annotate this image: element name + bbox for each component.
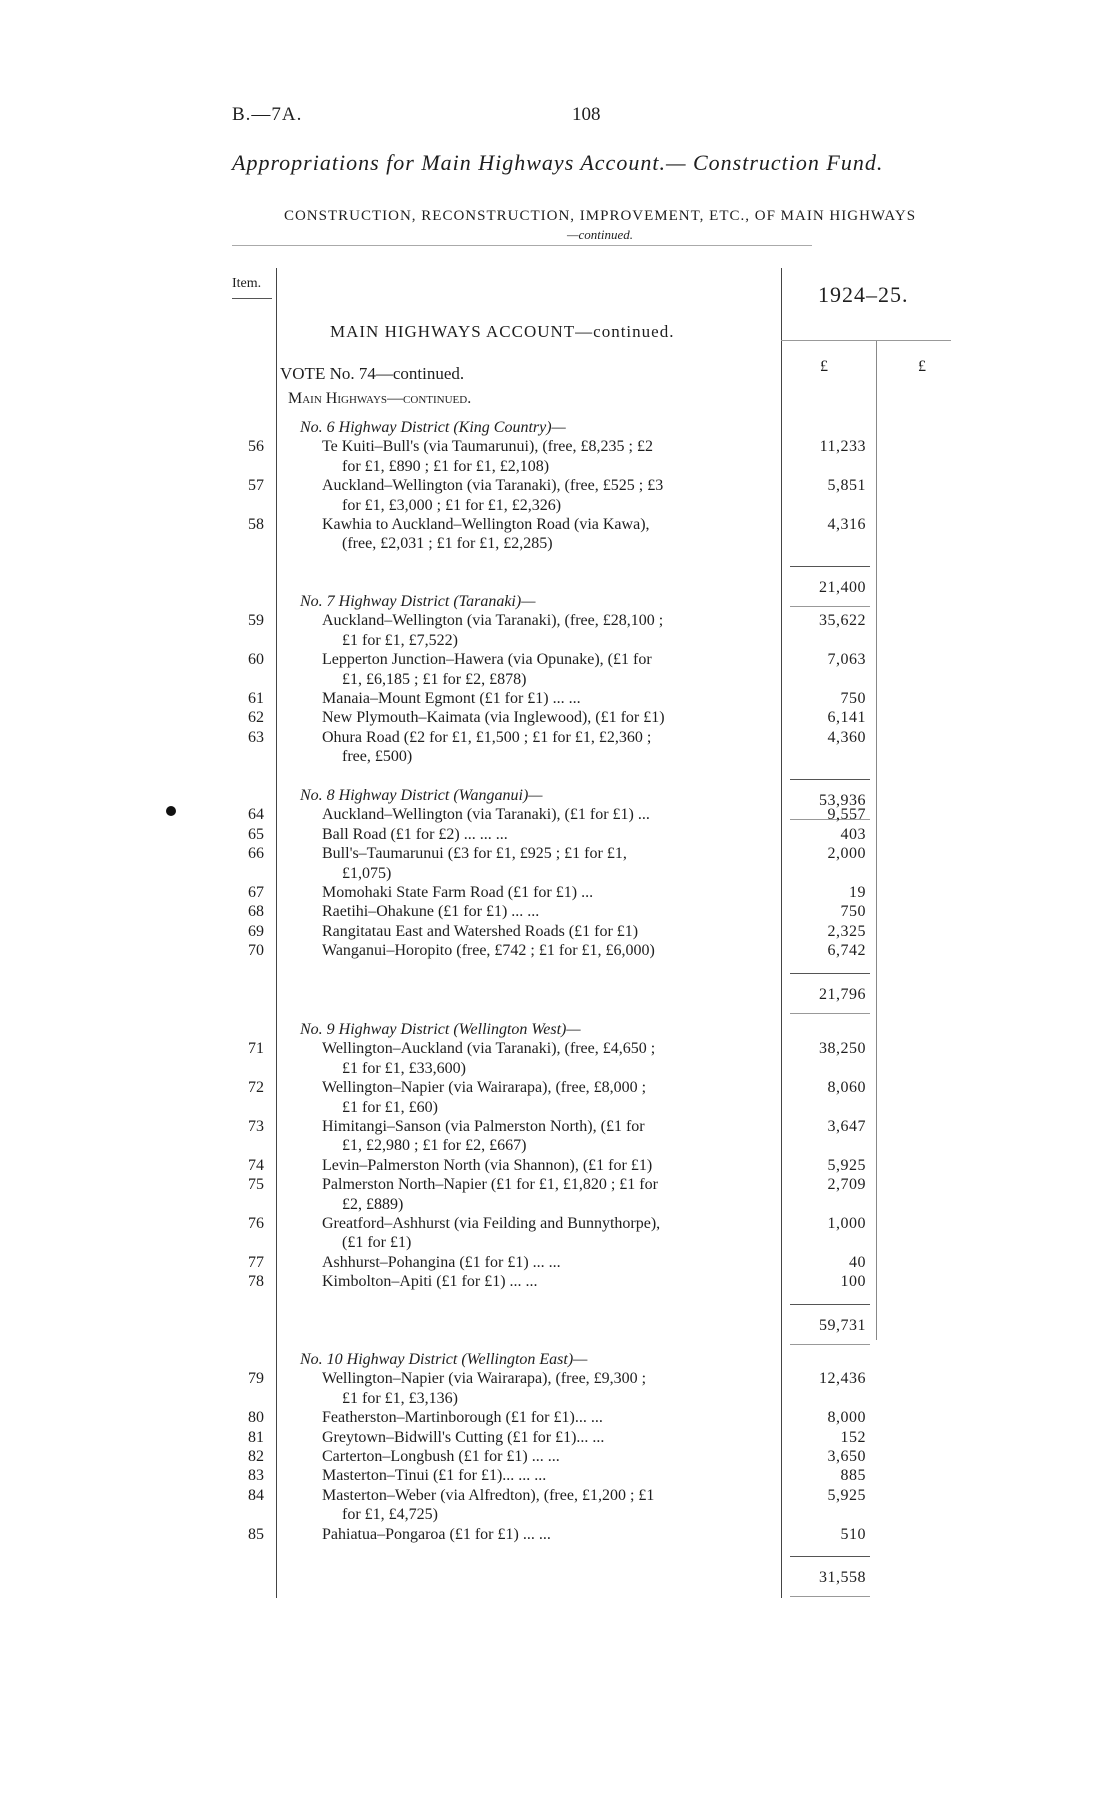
district-heading: No. 7 Highway District (Taranaki)— [300,593,536,610]
total-rule [790,1344,870,1345]
item-number: 74 [248,1156,264,1174]
item-number: 70 [248,942,264,960]
item-amount: 100 [840,1273,866,1291]
item-description: for £1, £890 ; £1 for £1, £2,108) [342,457,550,475]
item-description: Wanganui–Horopito (free, £742 ; £1 for £1, £6,000) [322,942,655,960]
item-number: 82 [248,1448,264,1465]
item-amount: 38,250 [819,1040,866,1058]
item-description: Featherston–Martinborough (£1 for £1)... ... [322,1409,603,1427]
pound-symbol-total: £ [918,358,926,375]
item-description: Raetihi–Ohakune (£1 for £1) ... ... [322,903,540,921]
year-column-header: 1924–25. [818,282,909,307]
item-amount: 35,622 [819,612,866,630]
item-number: 69 [248,922,264,940]
district-total: 59,731 [819,1316,866,1334]
item-number: 65 [248,825,264,843]
item-description: Kawhia to Auckland–Wellington Road (via Kawa), [322,516,650,533]
item-description: Wellington–Napier (via Wairarapa), (free, £9,300 ; [322,1370,647,1388]
item-description: Bull's–Taumarunui (£3 for £1, £925 ; £1 for £1, [322,845,627,863]
item-description: Auckland–Wellington (via Taranaki), (£1 for £1) ... [322,806,650,824]
item-amount: 11,233 [819,438,866,456]
item-amount: 4,316 [827,516,866,533]
item-amount: 19 [849,884,866,901]
item-amount: 510 [840,1525,866,1543]
page-number: 108 [572,104,601,125]
item-description: £1,075) [342,864,392,882]
item-description: Pahiatua–Pongaroa (£1 for £1) ... ... [322,1525,551,1543]
item-description: New Plymouth–Kaimata (via Inglewood), (£1 for £1) [322,709,665,727]
district-total: 21,400 [819,578,866,596]
item-amount: 5,925 [827,1486,866,1504]
item-number: 83 [248,1467,264,1485]
total-rule [790,1013,870,1014]
main-highways-heading: Main Highways—continued. [288,390,472,407]
item-amount: 6,742 [827,942,866,960]
item-description: Greatford–Ashhurst (via Feilding and Bunnythorpe), [322,1215,661,1232]
item-number: 78 [248,1273,264,1291]
item-description: Greytown–Bidwill's Cutting (£1 for £1)... ... [322,1428,605,1446]
item-description: Manaia–Mount Egmont (£1 for £1) ... ... [322,690,581,707]
item-number: 63 [248,728,264,746]
item-amount: 2,000 [827,845,866,863]
item-amount: 12,436 [819,1370,866,1388]
pound-symbol-amount: £ [820,358,828,375]
account-heading: MAIN HIGHWAYS ACCOUNT—continued. [330,322,675,341]
item-amount: 885 [840,1467,866,1485]
item-number: 60 [248,651,264,669]
item-description: £1 for £1, £3,136) [342,1389,458,1407]
item-description: Ashhurst–Pohangina (£1 for £1) ... ... [322,1253,561,1271]
item-amount: 8,000 [827,1409,866,1427]
margin-mark [166,806,176,816]
item-description: £2, £889) [342,1195,404,1213]
item-amount: 5,925 [827,1156,866,1174]
item-number: 73 [248,1118,264,1135]
item-number: 75 [248,1176,264,1194]
item-amount: 5,851 [827,477,866,495]
item-amount: 7,063 [827,651,866,669]
item-amount: 2,325 [827,922,866,940]
item-amount: 750 [840,903,866,921]
item-column-header: Item. [232,276,262,291]
item-description: Ohura Road (£2 for £1, £1,500 ; £1 for £1, £2,360 ; [322,728,652,746]
item-description: Wellington–Napier (via Wairarapa), (free, £8,000 ; [322,1079,647,1097]
item-amount: 6,141 [827,709,866,727]
item-description: for £1, £3,000 ; £1 for £1, £2,326) [342,496,562,514]
item-description: Auckland–Wellington (via Taranaki), (free, £525 ; £3 [322,477,664,495]
item-description: £1, £6,185 ; £1 for £2, £878) [342,670,527,688]
subtotal-rule [790,566,870,567]
item-number: 84 [248,1486,264,1504]
item-amount: 9,557 [827,806,866,824]
item-description: Rangitatau East and Watershed Roads (£1 for £1) [322,922,639,940]
item-amount: 2,709 [827,1176,866,1194]
item-number: 71 [248,1040,264,1058]
item-description: £1, £2,980 ; £1 for £2, £667) [342,1137,527,1155]
document-code: B.—7A. [232,104,303,125]
district-heading: No. 6 Highway District (King Country)— [300,419,566,436]
item-number: 72 [248,1079,264,1097]
district-total: 31,558 [819,1569,866,1586]
item-description: £1 for £1, £60) [342,1098,438,1116]
item-number: 80 [248,1409,264,1427]
item-description: £1 for £1, £33,600) [342,1059,466,1077]
item-number: 67 [248,884,264,901]
total-rule [790,1596,870,1597]
item-amount: 4,360 [827,728,866,746]
item-description: free, £500) [342,748,413,766]
item-description: Himitangi–Sanson (via Palmerston North), (£1 for [322,1118,645,1135]
subtotal-rule [790,973,870,974]
item-number: 56 [248,438,264,456]
item-number: 62 [248,709,264,727]
item-description: Ball Road (£1 for £2) ... ... ... [322,825,508,843]
item-description: Lepperton Junction–Hawera (via Opunake), (£1 for [322,651,652,669]
item-amount: 750 [840,690,866,707]
item-number: 66 [248,845,264,863]
district-total: 53,936 [819,791,866,809]
item-number: 79 [248,1370,264,1388]
item-amount: 3,650 [827,1448,866,1465]
district-total: 21,796 [819,985,866,1003]
item-number: 85 [248,1525,264,1543]
item-description: for £1, £4,725) [342,1506,438,1524]
item-description: (free, £2,031 ; £1 for £1, £2,285) [342,535,553,553]
item-description: Wellington–Auckland (via Taranaki), (free, £4,650 ; [322,1040,656,1058]
page-subtitle: Appropriations for Main Highways Account.— Construction Fund. [232,150,884,175]
item-amount: 1,000 [827,1215,866,1232]
item-number: 77 [248,1253,264,1271]
district-heading: No. 10 Highway District (Wellington East)— [300,1351,588,1368]
item-amount: 40 [849,1253,866,1271]
item-number: 68 [248,903,264,921]
item-description: Palmerston North–Napier (£1 for £1, £1,820 ; £1 for [322,1176,658,1194]
item-description: Levin–Palmerston North (via Shannon), (£1 for £1) [322,1156,653,1174]
item-number: 61 [248,690,264,707]
item-amount: 152 [840,1428,866,1446]
section-continued: —continued. [566,227,634,242]
item-description: Masterton–Tinui (£1 for £1)... ... ... [322,1467,547,1485]
item-description: £1 for £1, £7,522) [342,631,458,649]
item-amount: 8,060 [827,1079,866,1097]
item-description: Masterton–Weber (via Alfredton), (free, £1,200 ; £1 [322,1486,655,1504]
vote-heading: VOTE No. 74—continued. [280,364,465,383]
item-number: 64 [248,806,264,824]
item-description: (£1 for £1) [342,1234,412,1252]
item-number: 76 [248,1215,264,1232]
item-description: Kimbolton–Apiti (£1 for £1) ... ... [322,1273,538,1291]
item-number: 58 [248,516,264,533]
item-number: 81 [248,1428,264,1446]
subtotal-rule [790,1556,870,1557]
section-title: CONSTRUCTION, RECONSTRUCTION, IMPROVEMENT, ETC., OF MAIN HIGHWAYS [283,208,917,224]
total-rule [790,606,870,607]
item-amount: 3,647 [827,1118,866,1135]
district-heading: No. 9 Highway District (Wellington West)— [300,1021,581,1038]
item-description: Auckland–Wellington (via Taranaki), (free, £28,100 ; [322,612,664,630]
item-number: 59 [248,612,264,630]
item-description: Te Kuiti–Bull's (via Taumarunui), (free, £8,235 ; £2 [322,438,653,456]
item-number: 57 [248,477,264,495]
item-description: Momohaki State Farm Road (£1 for £1) ... [322,884,594,901]
district-heading: No. 8 Highway District (Wanganui)— [300,787,543,804]
item-amount: 403 [840,825,866,843]
subtotal-rule [790,1304,870,1305]
subtotal-rule [790,779,870,780]
item-description: Carterton–Longbush (£1 for £1) ... ... [322,1448,560,1465]
